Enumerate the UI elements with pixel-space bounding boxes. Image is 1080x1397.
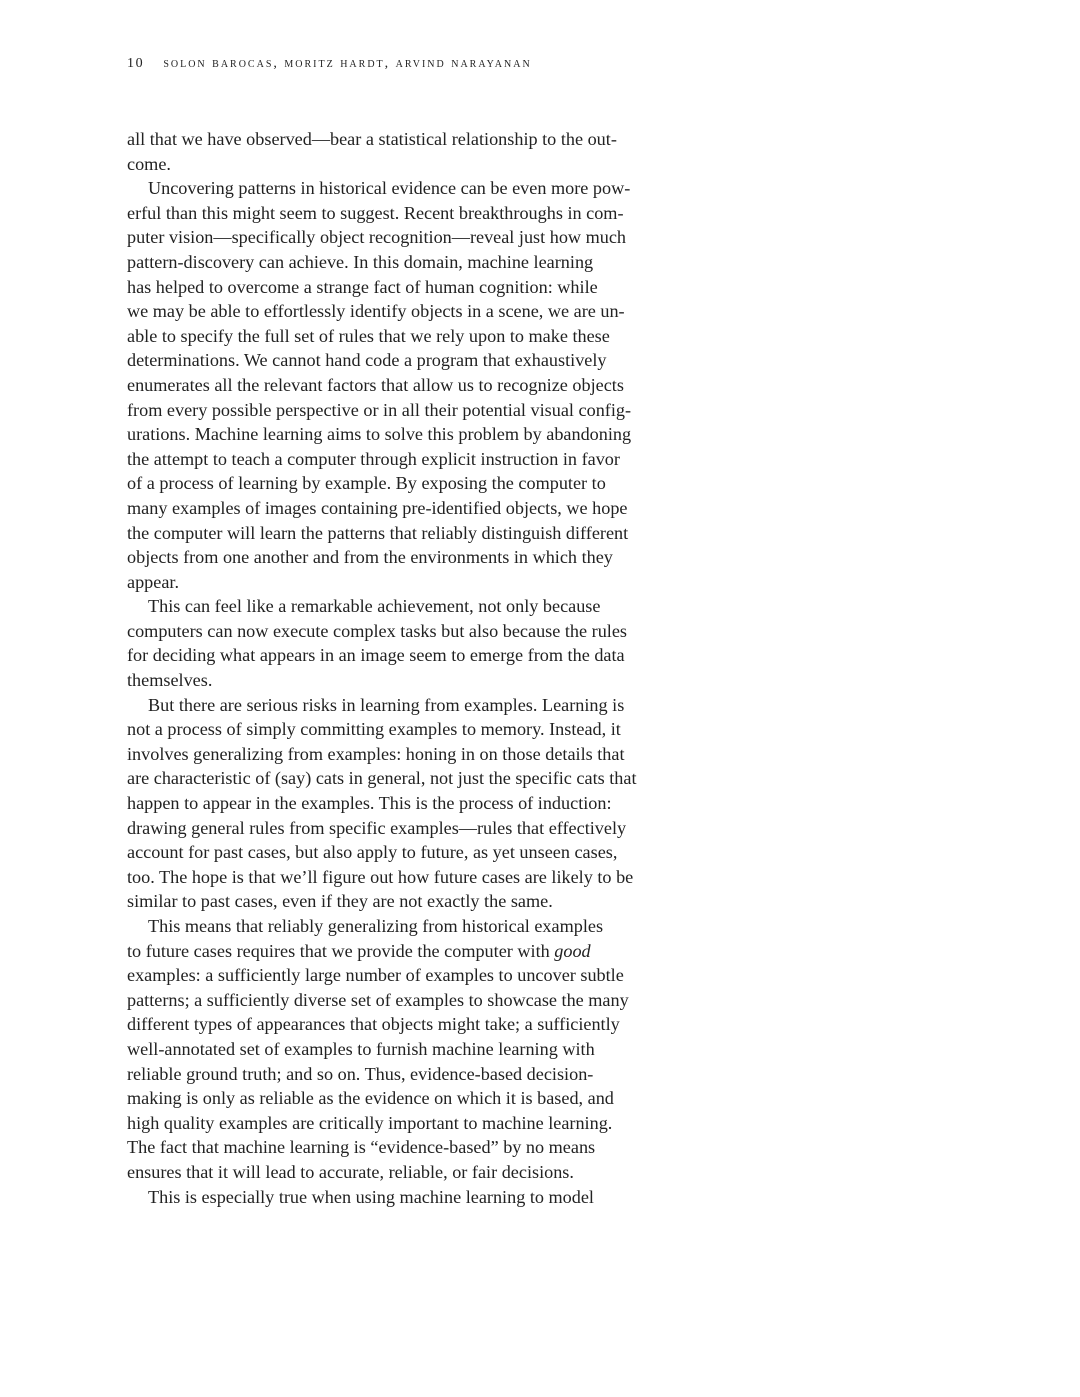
text-line (127, 742, 687, 767)
text-line-content: making is only as reliable as the evidence on which it is based, and (127, 1088, 614, 1109)
text-line (127, 422, 687, 447)
text-line-content: appear. (127, 571, 180, 592)
text-line (127, 1086, 687, 1111)
text-line (127, 988, 687, 1013)
text-line (127, 447, 687, 472)
running-header-authors: solon barocas, moritz hardt, arvind narayanan (163, 56, 532, 71)
paragraph-first-line (127, 693, 687, 718)
text-line-content: But there are serious risks in learning from examples. Learning is (148, 694, 625, 715)
text-line-content: too. The hope is that we’ll figure out how future cases are likely to be (127, 866, 634, 887)
text-line-content: come. (127, 153, 171, 174)
text-line (127, 840, 687, 865)
text-line-content: high quality examples are critically important to machine learning. (127, 1112, 613, 1133)
text-line (127, 816, 687, 841)
text-line-content: puter vision—specifically object recognition—reveal just how much (127, 227, 627, 248)
text-line-content: to future cases requires that we provide the computer with (127, 940, 555, 961)
text-line (127, 766, 687, 791)
text-line (127, 1135, 687, 1160)
text-line (127, 643, 687, 668)
text-line-content: all that we have observed—bear a statistical relationship to the out- (127, 129, 617, 149)
text-line (127, 791, 687, 816)
text-line-content: reliable ground truth; and so on. Thus, evidence-based decision- (127, 1063, 594, 1084)
text-line (127, 668, 687, 693)
emphasized-word: good (554, 940, 591, 961)
text-line (127, 348, 687, 373)
text-line-content: the computer will learn the patterns that reliably distinguish different (127, 522, 629, 543)
text-line-content: This can feel like a remarkable achievement, not only because (148, 596, 601, 617)
text-line-content: different types of appearances that objects might take; a sufficiently (127, 1014, 620, 1035)
text-line (127, 275, 687, 300)
text-line-content: This is especially true when using machine learning to model (148, 1186, 594, 1207)
text-line (127, 545, 687, 570)
paragraph-first-line (127, 1185, 687, 1210)
text-line (127, 1160, 687, 1185)
text-line-content: examples: a sufficiently large number of examples to uncover subtle (127, 965, 624, 986)
text-line-content: from every possible perspective or in all their potential visual config- (127, 399, 632, 420)
text-line-content: This means that reliably generalizing from historical examples (148, 916, 604, 936)
text-line-content: enumerates all the relevant factors that allow us to recognize objects (127, 374, 624, 395)
text-line-content: has helped to overcome a strange fact of human cognition: while (127, 276, 598, 297)
text-line-content: Uncovering patterns in historical evidence can be even more pow- (148, 178, 631, 199)
text-line (127, 570, 687, 595)
text-line (127, 201, 687, 226)
text-line (127, 619, 687, 644)
text-line-content: are characteristic of (say) cats in general, not just the specific cats that (127, 768, 637, 789)
text-line-content: drawing general rules from specific examples—rules that effectively (127, 817, 627, 838)
text-line-content: themselves. (127, 670, 213, 691)
text-line (127, 152, 687, 177)
text-line-content: for deciding what appears in an image seem to emerge from the data (127, 645, 625, 666)
text-line (127, 299, 687, 324)
text-line (127, 127, 687, 152)
text-line-content: of a process of learning by example. By exposing the computer to (127, 473, 606, 494)
text-line (127, 225, 687, 250)
text-line-content: we may be able to effortlessly identify objects in a scene, we are un- (127, 301, 625, 322)
text-line-content: ensures that it will lead to accurate, reliable, or fair decisions. (127, 1161, 574, 1182)
text-line (127, 521, 687, 546)
text-line (127, 1111, 687, 1136)
text-line-content: erful than this might seem to suggest. Recent breakthroughs in com- (127, 202, 624, 223)
text-line (127, 939, 687, 964)
text-line (127, 373, 687, 398)
text-line (127, 496, 687, 521)
paragraph-first-line (127, 594, 687, 619)
text-line-content: not a process of simply committing examples to memory. Instead, it (127, 719, 621, 740)
paragraph-first-line (127, 914, 687, 939)
text-line-content: computers can now execute complex tasks but also because the rules (127, 620, 627, 641)
page-number: 10 (127, 56, 145, 71)
text-line (127, 471, 687, 496)
text-line-content: similar to past cases, even if they are not exactly the same. (127, 891, 553, 912)
text-line-content: patterns; a sufficiently diverse set of examples to showcase the many (127, 989, 629, 1010)
text-line-content: the attempt to teach a computer through explicit instruction in favor (127, 448, 620, 469)
text-line-content: pattern-discovery can achieve. In this domain, machine learning (127, 251, 594, 272)
text-line-content: urations. Machine learning aims to solve this problem by abandoning (127, 424, 632, 445)
paragraph-first-line (127, 176, 687, 201)
text-line (127, 1037, 687, 1062)
text-line-content: involves generalizing from examples: honing in on those details that (127, 743, 625, 764)
text-line (127, 324, 687, 349)
text-line (127, 250, 687, 275)
text-line-content: able to specify the full set of rules that we rely upon to make these (127, 325, 610, 346)
text-line (127, 865, 687, 890)
text-line (127, 1012, 687, 1037)
running-header (127, 56, 532, 72)
text-line-content: happen to appear in the examples. This is the process of induction: (127, 793, 612, 814)
text-line (127, 717, 687, 742)
text-line-content: determinations. We cannot hand code a program that exhaustively (127, 350, 607, 371)
text-line (127, 963, 687, 988)
text-line-content: many examples of images containing pre-identified objects, we hope (127, 497, 628, 518)
text-line-content: The fact that machine learning is “evidence-based” by no means (127, 1137, 596, 1158)
text-line (127, 398, 687, 423)
text-line (127, 889, 687, 914)
text-line-content: account for past cases, but also apply to future, as yet unseen cases, (127, 842, 618, 863)
text-line-content: objects from one another and from the environments in which they (127, 547, 613, 568)
text-line-content: well-annotated set of examples to furnish machine learning with (127, 1038, 595, 1059)
body-text (127, 127, 687, 1209)
text-line (127, 1062, 687, 1087)
